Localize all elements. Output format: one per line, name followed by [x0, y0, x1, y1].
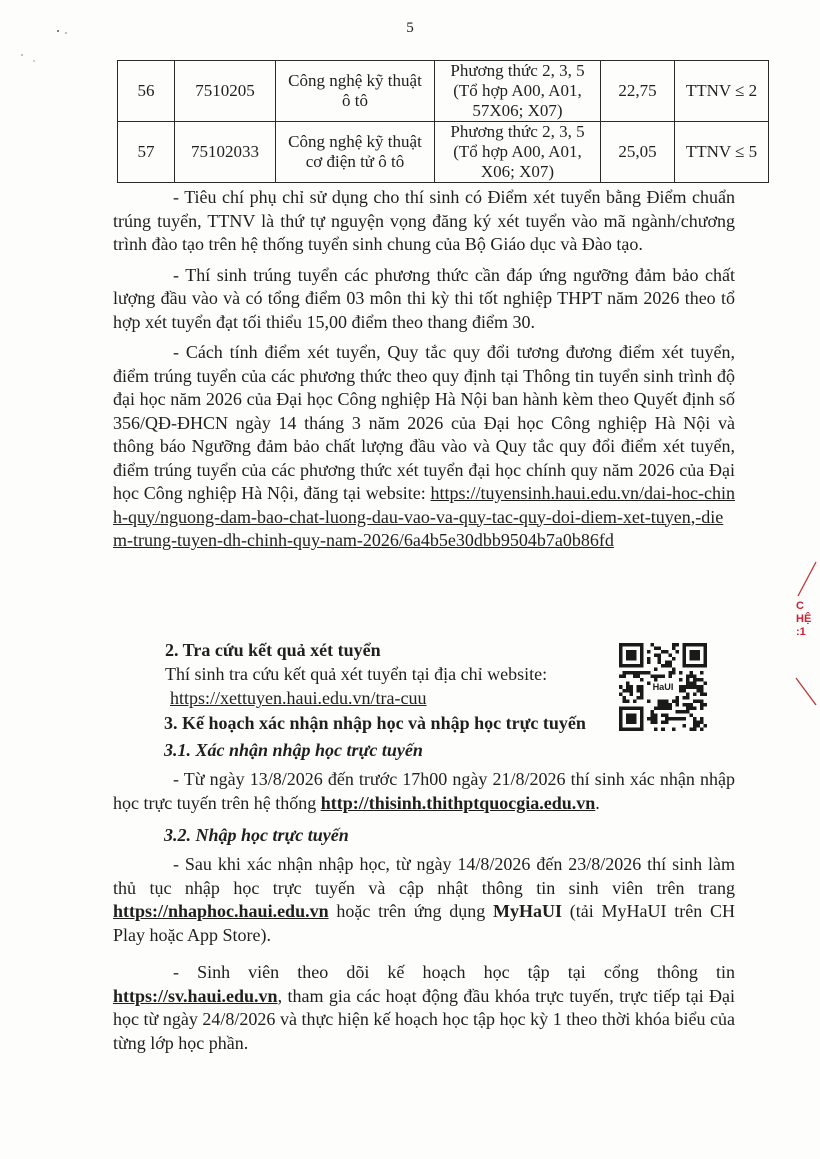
section3-2-heading: 3.2. Nhập học trực tuyến	[164, 825, 349, 845]
section3-2-block	[113, 853, 735, 1062]
admission-table	[117, 60, 769, 183]
note-calculation: - Cách tính điểm xét tuyển, Quy tắc quy đổi tương đương điểm xét tuyển, điểm trúng tuyển của các phương thức theo quy định tại Thông tin tuyển sinh trình độ đại học năm 2026 của Đại học Công nghiệp Hà Nội ban hành kèm theo Quyết định số 356/QĐ-ĐHCN ngày 14 tháng 3 năm 2026 của Đại học Công nghiệp Hà Nội và thông báo Ngưỡng đảm bảo chất lượng đầu vào và Quy tắc quy đổi điểm xét tuyển, điểm trúng tuyển của các phương thức xét tuyển đại học chính quy năm 2026 của Đại học Công nghiệp Hà Nội, đăng tại website: https://tuyensinh.haui.edu.vn/dai-hoc-chinh-quy/nguong-dam-bao-chat-luong-dau-vao-va-quy-tac-quy-doi-diem-xet-tuyen,-diem-trung-tuyen-dh-chinh-quy-nam-2026/6a4b5e30dbb9504b7a0b86fd	[113, 342, 735, 550]
scan-specks	[20, 25, 80, 75]
cell-major: Công nghệ kỹ thuật cơ điện tử ô tô	[276, 122, 435, 183]
cell-score: 22,75	[601, 61, 675, 122]
cell-method: Phương thức 2, 3, 5 (Tổ hợp A00, A01, X06; X07)	[435, 122, 601, 183]
cell-score: 25,05	[601, 122, 675, 183]
qr-logo-label: HaUI	[652, 682, 674, 693]
section2-text: Thí sinh tra cứu kết quả xét tuyển tại địa chỉ website:	[165, 664, 548, 684]
table-row	[118, 61, 769, 122]
lookup-link[interactable]: https://xettuyen.haui.edu.vn/tra-cuu	[170, 688, 427, 708]
sv-portal-link[interactable]: https://sv.haui.edu.vn	[113, 985, 278, 1006]
table-row	[118, 122, 769, 183]
section3-1-heading: 3.1. Xác nhận nhập học trực tuyến	[164, 740, 423, 760]
cell-criteria: TTNV ≤ 2	[675, 61, 769, 122]
qr-code-icon[interactable]	[619, 643, 707, 731]
student-plan-text: - Sinh viên theo dõi kế hoạch học tập tại cổng thông tin https://sv.haui.edu.vn, tham gia các hoạt động đầu khóa trực tuyến, trực tiếp tại Đại học từ ngày 24/8/2026 và thực hiện kế hoạch học tập học kỳ 1 theo thời khóa biểu của từng lớp học phần.	[113, 962, 735, 1053]
cell-stt: 57	[118, 122, 175, 183]
note-threshold: - Thí sinh trúng tuyển các phương thức cần đáp ứng ngưỡng đảm bảo chất lượng đầu vào và có tổng điểm 03 môn thi kỳ thi tốt nghiệp THPT năm 2026 theo tổ hợp xét tuyển đạt tối thiểu 15,00 điểm theo thang điểm 30.	[113, 264, 735, 332]
cell-major: Công nghệ kỹ thuật ô tô	[276, 61, 435, 122]
cell-stt: 56	[118, 61, 175, 122]
stamp-fragment: C HỆ :1	[796, 600, 812, 638]
section3-heading: 3. Kế hoạch xác nhận nhập học và nhập học trực tuyến	[164, 713, 586, 733]
myhaui-app: MyHaUI	[493, 901, 563, 921]
regulation-link[interactable]: https://tuyensinh.haui.edu.vn/dai-hoc-chinh-quy/nguong-dam-bao-chat-luong-dau-vao-va-quy-tac-quy-doi-diem-xet-tuyen,-diem-trung-tuyen-dh-chinh-quy-nam-2026/6a4b5e30dbb9504b7a0b86fd	[113, 483, 735, 550]
confirm-text: - Từ ngày 13/8/2026 đến trước 17h00 ngày 21/8/2026 thí sinh xác nhận nhập học trực tuyến trên hệ thống http://thisinh.thithptquocgia.edu.vn.	[113, 769, 735, 813]
cell-criteria: TTNV ≤ 5	[675, 122, 769, 183]
cell-code: 75102033	[175, 122, 276, 183]
cell-code: 7510205	[175, 61, 276, 122]
thisinh-link[interactable]: http://thisinh.thithptquocgia.edu.vn	[320, 792, 596, 813]
notes-block	[113, 186, 735, 553]
nhaphoc-link[interactable]: https://nhaphoc.haui.edu.vn	[113, 901, 329, 921]
page-number: 5	[406, 20, 414, 36]
cell-method: Phương thức 2, 3, 5 (Tổ hợp A00, A01, 57X06; X07)	[435, 61, 601, 122]
section3-1-block	[113, 768, 735, 822]
section2-heading: 2. Tra cứu kết quả xét tuyển	[165, 640, 381, 660]
note-tie-break: - Tiêu chí phụ chỉ sử dụng cho thí sinh có Điểm xét tuyển bằng Điểm chuẩn trúng tuyển, TTNV là thứ tự nguyện vọng đăng ký xét tuyển vào mã ngành/chương trình đào tạo trên hệ thống tuyển sinh chung của Bộ Giáo dục và Đào tạo.	[113, 187, 735, 254]
enroll-text: - Sau khi xác nhận nhập học, từ ngày 14/8/2026 đến 23/8/2026 thí sinh làm thủ tục nhập học trực tuyến và cập nhật thông tin sinh viên trên trang https://nhaphoc.haui.edu.vn hoặc trên ứng dụng MyHaUI (tải MyHaUI trên CH Play hoặc App Store).	[113, 854, 735, 945]
